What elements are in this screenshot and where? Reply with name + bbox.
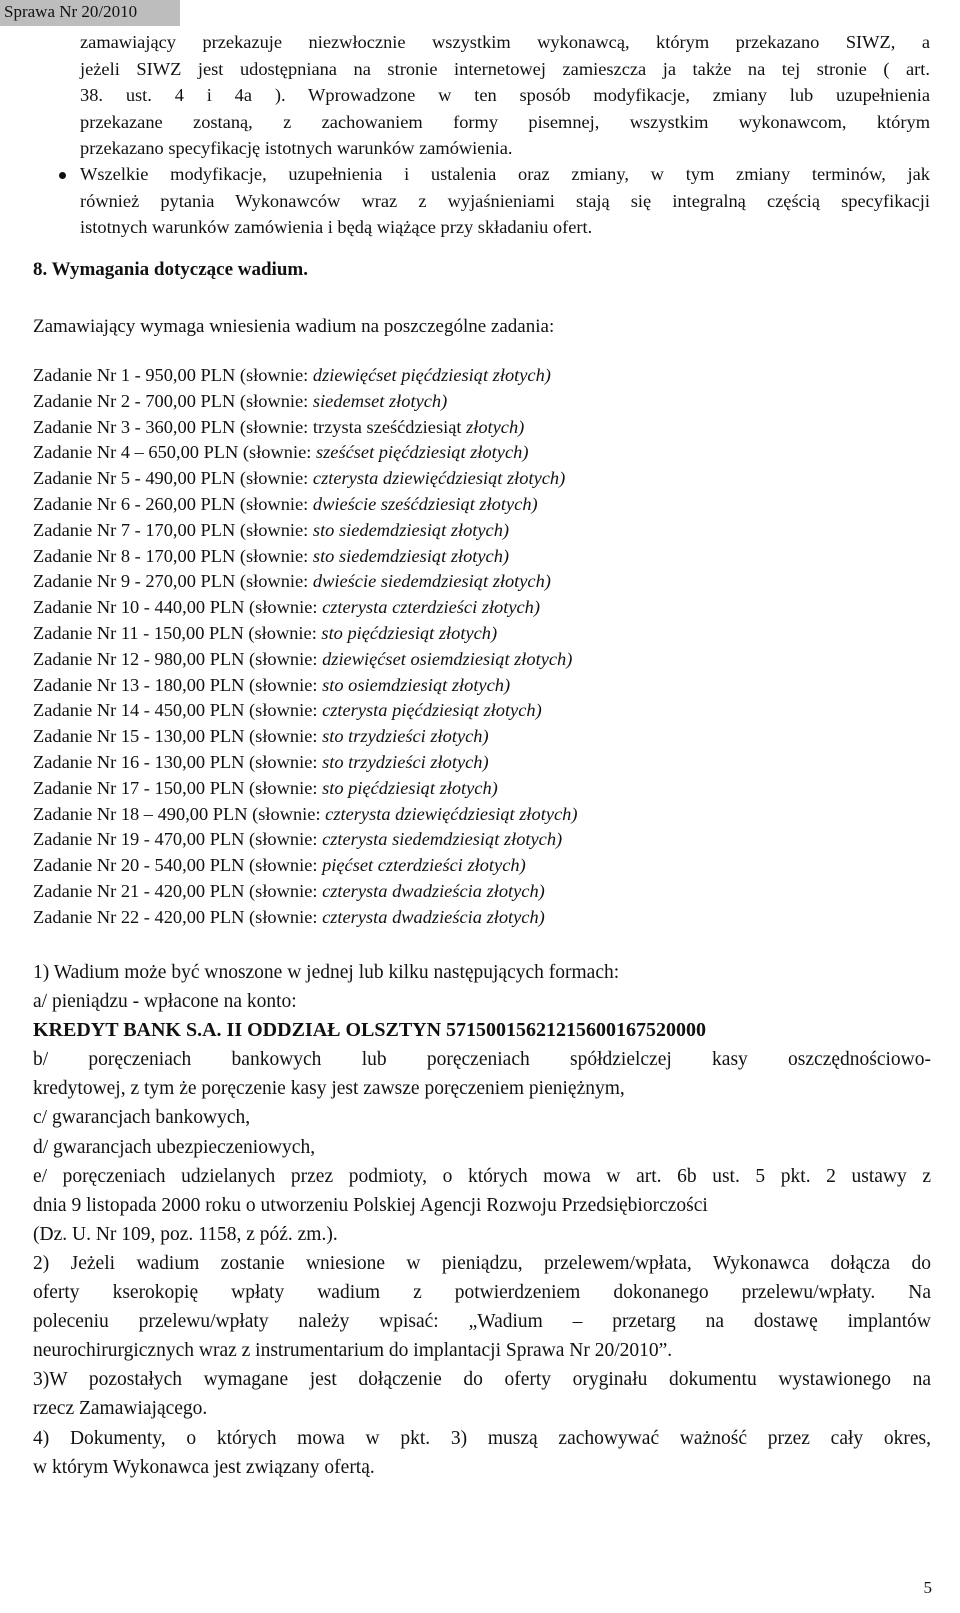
text-line: (Dz. U. Nr 109, poz. 1158, z póź. zm.). bbox=[33, 1223, 338, 1245]
task-line bbox=[33, 466, 913, 492]
task-amount-words: sto trzydzieści złotych bbox=[322, 751, 483, 772]
task-closing-paren: ) bbox=[441, 390, 448, 411]
task-amount-words: sześćset pięćdziesiąt złotych bbox=[315, 442, 523, 463]
task-line bbox=[33, 673, 913, 699]
task-amount: Zadanie Nr 14 - 450,00 PLN (słownie: bbox=[33, 700, 323, 721]
text-line: 2) Jeżeli wadium zostanie wniesione w pieniądzu, przelewem/wpłata, Wykonawca dołącza do bbox=[33, 1252, 931, 1274]
task-line bbox=[33, 905, 913, 931]
task-closing-paren: ) bbox=[502, 519, 510, 540]
task-line bbox=[33, 724, 913, 750]
task-amount: Zadanie Nr 21 - 420,00 PLN (słownie: bbox=[33, 880, 323, 901]
task-line bbox=[33, 389, 913, 415]
task-amount-words: czterysta dziewięćdziesiąt złotych bbox=[312, 468, 560, 489]
task-closing-paren: ) bbox=[538, 906, 545, 927]
task-line bbox=[33, 569, 913, 595]
text-line: przekazano specyfikację istotnych warunków zamówienia. bbox=[80, 138, 513, 158]
task-amount-words: sto trzydzieści złotych bbox=[322, 726, 483, 747]
task-amount-words: pięćset czterdzieści złotych bbox=[322, 855, 520, 876]
task-amount: Zadanie Nr 12 - 980,00 PLN (słownie: bbox=[33, 648, 323, 669]
task-amount: Zadanie Nr 7 - 170,00 PLN (słownie: bbox=[33, 519, 313, 540]
task-amount-words: sto pięćdziesiąt złotych bbox=[321, 622, 491, 643]
text-line: 3)W pozostałych wymagane jest dołączenie do oferty oryginału dokumentu wystawionego na bbox=[33, 1369, 931, 1391]
text-line: 38. ust. 4 i 4a ). Wprowadzone w ten sposób modyfikacje, zmiany lub uzupełnienia bbox=[80, 85, 930, 105]
task-line bbox=[33, 595, 913, 621]
case-number: Sprawa Nr 20/2010 bbox=[4, 2, 138, 21]
text-line: istotnych warunków zamówienia i będą wiążące przy składaniu ofert. bbox=[80, 217, 593, 237]
text-line: zamawiający przekazuje niezwłocznie wszystkim wykonawcą, którym przekazano SIWZ, a bbox=[80, 32, 930, 52]
task-amount-words: sto pięćdziesiąt złotych bbox=[322, 777, 492, 798]
task-amount-words: czterysta siedemdziesiąt złotych bbox=[322, 829, 557, 850]
task-line bbox=[33, 776, 913, 802]
task-line bbox=[33, 518, 913, 544]
task-amount: Zadanie Nr 5 - 490,00 PLN (słownie: bbox=[33, 468, 313, 489]
task-line bbox=[33, 853, 913, 879]
text-line: przekazane zostaną, z zachowaniem formy pisemnej, wszystkim wykonawcom, którym bbox=[80, 111, 930, 132]
task-amount-words: sto siedemdziesiąt złotych bbox=[312, 545, 503, 566]
task-line bbox=[33, 802, 913, 828]
text-line: w którym Wykonawca jest związany ofertą. bbox=[33, 1456, 375, 1478]
task-amount: Zadanie Nr 13 - 180,00 PLN (słownie: bbox=[33, 674, 323, 695]
section-heading: 8. Wymagania dotyczące wadium. bbox=[33, 259, 308, 280]
text-line: e/ poręczeniach udzielanych przez podmioty, o których mowa w art. 6b ust. 5 pkt. 2 ustawy z bbox=[33, 1165, 931, 1187]
task-closing-paren: ) bbox=[531, 493, 538, 514]
task-amount-words: czterysta dziewięćdziesiąt złotych bbox=[325, 803, 572, 824]
task-closing-paren: ) bbox=[522, 442, 529, 463]
text-line: 1) Wadium może być wnoszone w jednej lub kilku następujących formach: bbox=[33, 962, 620, 983]
task-amount: Zadanie Nr 16 - 130,00 PLN (słownie: bbox=[33, 751, 323, 772]
task-amount-words: dziewięćset pięćdziesiąt złotych bbox=[312, 365, 545, 385]
task-amount: Zadanie Nr 9 - 270,00 PLN (słownie: bbox=[33, 571, 313, 592]
task-closing-paren: ) bbox=[482, 751, 489, 772]
task-closing-paren: ) bbox=[559, 468, 566, 489]
task-amount-words: siedemset złotych bbox=[312, 390, 442, 411]
task-closing-paren: ) bbox=[571, 803, 578, 824]
task-closing-paren: ) bbox=[566, 648, 573, 669]
task-amount: Zadanie Nr 17 - 150,00 PLN (słownie: bbox=[33, 777, 323, 798]
task-line bbox=[33, 492, 913, 518]
task-line bbox=[33, 415, 913, 441]
task-line bbox=[33, 363, 913, 389]
task-closing-paren: ) bbox=[544, 571, 551, 592]
task-amount-words: złotych bbox=[466, 416, 519, 437]
task-amount-words: czterysta dwadzieścia złotych bbox=[322, 880, 539, 901]
text-line: 4) Dokumenty, o których mowa w pkt. 3) muszą zachowywać ważność przez cały okres, bbox=[33, 1427, 931, 1449]
bank-account: KREDYT BANK S.A. II ODDZIAŁ OLSZTYN 57150015621215600167520000 bbox=[33, 1019, 707, 1042]
text-line: poleceniu przelewu/wpłaty należy wpisać: „Wadium – przetarg na dostawę implantów bbox=[33, 1311, 931, 1333]
task-amount: Zadanie Nr 15 - 130,00 PLN (słownie: bbox=[33, 726, 323, 747]
task-amount: Zadanie Nr 19 - 470,00 PLN (słownie: bbox=[33, 829, 323, 850]
task-amount-words: dwieście sześćdziesiąt złotych bbox=[312, 493, 532, 514]
task-closing-paren: ) bbox=[518, 416, 525, 437]
task-line bbox=[33, 879, 913, 905]
task-closing-paren: ) bbox=[502, 545, 510, 566]
task-closing-paren: ) bbox=[482, 726, 489, 747]
task-amount: Zadanie Nr 4 – 650,00 PLN (słownie: bbox=[33, 442, 316, 463]
header-bar bbox=[0, 0, 180, 26]
task-closing-paren: ) bbox=[491, 777, 498, 798]
task-amount: Zadanie Nr 3 - 360,00 PLN (słownie: trzysta sześćdziesiąt bbox=[33, 416, 467, 437]
text-line: oferty kserokopię wpłaty wadium z potwierdzeniem dokonanego przelewu/wpłaty. Na bbox=[33, 1282, 931, 1304]
task-line bbox=[33, 750, 913, 776]
task-amount: Zadanie Nr 20 - 540,00 PLN (słownie: bbox=[33, 855, 323, 876]
task-line bbox=[33, 440, 913, 466]
task-amount: Zadanie Nr 2 - 700,00 PLN (słownie: bbox=[33, 390, 313, 411]
task-amount-words: czterysta czterdzieści złotych bbox=[322, 597, 534, 618]
task-closing-paren: ) bbox=[544, 365, 551, 385]
task-amount-words: sto siedemdziesiąt złotych bbox=[312, 519, 503, 540]
bullet-paragraph bbox=[80, 161, 930, 241]
task-closing-paren: ) bbox=[519, 855, 526, 876]
bullet-icon bbox=[59, 172, 66, 179]
text-line: c/ gwarancjach bankowych, bbox=[33, 1107, 251, 1129]
task-line bbox=[33, 621, 913, 647]
page-number: 5 bbox=[923, 1578, 932, 1597]
task-closing-paren: ) bbox=[535, 700, 542, 721]
task-amount: Zadanie Nr 22 - 420,00 PLN (słownie: bbox=[33, 906, 323, 927]
wadium-forms bbox=[33, 958, 931, 1482]
task-closing-paren: ) bbox=[503, 674, 511, 695]
task-amount-words: sto osiemdziesiąt złotych bbox=[322, 674, 504, 695]
text-line: neurochirurgicznych wraz z instrumentarium do implantacji Sprawa Nr 20/2010”. bbox=[33, 1340, 673, 1362]
task-amount: Zadanie Nr 11 - 150,00 PLN (słownie: bbox=[33, 622, 322, 643]
task-amount: Zadanie Nr 10 - 440,00 PLN (słownie: bbox=[33, 597, 323, 618]
task-amount: Zadanie Nr 18 – 490,00 PLN (słownie: bbox=[33, 803, 326, 824]
text-line: dnia 9 listopada 2000 roku o utworzeniu Polskiej Agencji Rozwoju Przedsiębiorczości bbox=[33, 1194, 708, 1216]
task-list bbox=[33, 363, 913, 931]
text-line: kredytowej, z tym że poręczenie kasy jest zawsze poręczeniem pieniężnym, bbox=[33, 1078, 625, 1100]
task-closing-paren: ) bbox=[538, 880, 545, 901]
task-amount: Zadanie Nr 8 - 170,00 PLN (słownie: bbox=[33, 545, 313, 566]
task-line bbox=[33, 544, 913, 570]
task-amount: Zadanie Nr 1 - 950,00 PLN (słownie: bbox=[33, 365, 313, 385]
task-closing-paren: ) bbox=[556, 829, 563, 850]
task-amount-words: dwieście siedemdziesiąt złotych bbox=[312, 571, 545, 592]
text-line: a/ pieniądzu - wpłacone na konto: bbox=[33, 991, 297, 1013]
text-line: Wszelkie modyfikacje, uzupełnienia i ustalenia oraz zmiany, w tym zmiany terminów, jak bbox=[80, 164, 930, 184]
task-amount-words: czterysta pięćdziesiąt złotych bbox=[322, 700, 536, 721]
text-line: rzecz Zamawiającego. bbox=[33, 1398, 208, 1420]
task-line bbox=[33, 698, 913, 724]
task-line bbox=[33, 647, 913, 673]
text-line: również pytania Wykonawców wraz z wyjaśnieniami stają się integralną częścią specyfikacji bbox=[80, 190, 930, 211]
modification-paragraph bbox=[80, 29, 930, 162]
text-line: jeżeli SIWZ jest udostępniana na stronie internetowej zamieszcza ja także na tej stronie ( art. bbox=[80, 58, 930, 79]
text-line: d/ gwarancjach ubezpieczeniowych, bbox=[33, 1136, 316, 1158]
task-closing-paren: ) bbox=[490, 622, 498, 643]
task-amount-words: dziewięćset osiemdziesiąt złotych bbox=[322, 648, 567, 669]
task-line bbox=[33, 827, 913, 853]
task-amount: Zadanie Nr 6 - 260,00 PLN (słownie: bbox=[33, 493, 313, 514]
task-closing-paren: ) bbox=[533, 597, 540, 618]
wadium-intro: Zamawiający wymaga wniesienia wadium na poszczególne zadania: bbox=[33, 316, 555, 337]
task-amount-words: czterysta dwadzieścia złotych bbox=[322, 906, 539, 927]
text-line: b/ poręczeniach bankowych lub poręczeniach spółdzielczej kasy oszczędnościowo- bbox=[33, 1049, 931, 1071]
